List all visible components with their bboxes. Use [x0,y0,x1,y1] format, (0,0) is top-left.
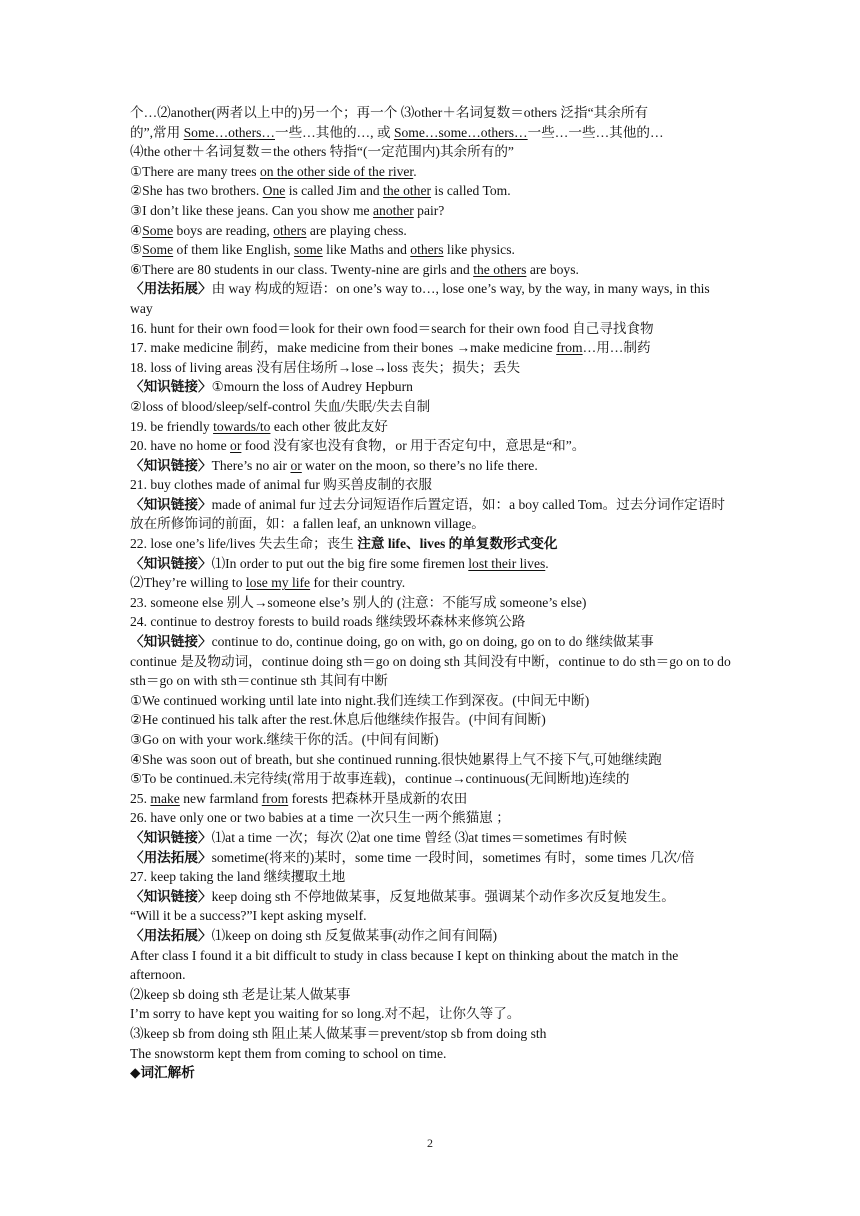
text-run: 24. continue to destroy forests to build roads 继续毁坏森林来修筑公路 [130,614,526,630]
text-line [130,1044,732,1064]
text-line [130,181,732,201]
text-line [130,319,732,339]
text-run: 19. be friendly [130,418,214,434]
text-line [130,534,732,554]
bold-text-run: 〈知识链接〉 [130,555,212,571]
text-run: made of animal fur 过去分词短语作后置定语，如：a boy called Tom。过去分词作定语时放在所修饰词的前面，如：a fallen leaf, an unknown village。 [130,496,725,532]
text-line [130,867,732,887]
text-run: of them like English, [173,242,294,258]
bold-text-run: 〈用法拓展〉 [130,927,212,943]
text-run: ⑵They’re willing to [130,575,246,591]
underlined-text-run: towards/to [213,418,271,434]
bold-text-run: 〈知识链接〉 [130,634,212,650]
text-line [130,828,732,848]
text-run: 的”,常用 [130,124,184,140]
text-run: keep doing sth 不停地做某事，反复地做某事。强调某个动作多次反复地发生。 [211,888,675,904]
page-number: 2 [427,1136,433,1150]
text-run: new farmland [179,790,262,806]
text-run: 17. make medicine 制药，make medicine from their bones →make medicine [130,340,557,356]
text-run: ⑵keep sb doing sth 老是让某人做某事 [130,986,351,1002]
text-line [130,1024,732,1044]
bold-text-run: 〈知识链接〉 [130,888,212,904]
text-run: is called Jim and [285,183,384,199]
text-line [130,162,732,182]
text-line [130,338,732,358]
text-line [130,750,732,770]
text-run: 26. have only one or two babies at a time 一次只生一两个熊猫崽 ； [130,810,510,826]
text-run: ⑴keep on doing sth 反复做某事(动作之间有间隔) [211,927,498,943]
text-run: . [413,163,417,179]
text-run: ③I don’t like these jeans. Can you show me [130,202,373,218]
text-line [130,789,732,809]
underlined-text-run: from [556,340,583,356]
underlined-text-run: the others [473,261,527,277]
text-line [130,730,732,750]
text-line [130,397,732,417]
text-line [130,279,732,318]
text-run: continue to do, continue doing, go on with, go on doing, go on to do 继续做某事 [211,634,654,650]
text-run: water on the moon, so there’s no life there. [301,457,538,473]
text-line [130,906,732,926]
underlined-text-run: One [262,183,286,199]
bold-text-run: 〈知识链接〉 [130,496,212,512]
text-run: ⑶keep sb from doing sth 阻止某人做某事＝prevent/stop sb from doing sth [130,1025,547,1041]
text-run: 一些…一些…其他的… [527,124,664,140]
text-line [130,946,732,985]
text-run: ④ [130,222,143,238]
text-run: continue 是及物动词，continue doing sth＝go on doing sth 其间没有中断，continue to do sth＝go on to do sth＝go on with sth＝continue sth 其间有中断 [130,653,731,689]
text-run: 由 way 构成的短语：on one’s way to…, lose one’s way, by the way, in many ways, in this way [130,281,710,316]
underlined-text-run: Some…others… [183,124,275,140]
text-line [130,358,732,378]
underlined-text-run: Some [142,242,174,258]
text-run: sometime(将来的)某时，some time 一段时间，sometimes 有时，some times 几次/倍 [211,849,695,865]
text-line [130,103,732,123]
underlined-text-run: Some [142,222,174,238]
text-run: ④She was soon out of breath, but she continued running.很快她累得上气不接下气,可她继续跑 [130,751,662,767]
text-line [130,123,732,143]
bold-text-run: 注意 life、lives 的单复数形式变化 [357,536,558,552]
text-run: is called Tom. [431,183,511,199]
text-run: ①There are many trees [130,163,260,179]
text-line [130,260,732,280]
text-run: 25. [130,790,151,806]
text-line [130,808,732,828]
text-run: for their country. [310,575,406,591]
text-run: ⑥There are 80 students in our class. Twenty-nine are girls and [130,261,474,277]
text-run: 21. buy clothes made of animal fur 购买兽皮制的衣服 [130,477,433,493]
underlined-text-run: others [273,222,307,238]
text-line [130,985,732,1005]
text-run: ①We continued working until late into night.我们连续工作到深夜。(中间无中断) [130,692,590,708]
text-run: ②He continued his talk after the rest.休息后他继续作报告。(中间有间断) [130,712,546,728]
text-run: ②She has two brothers. [130,183,263,199]
underlined-text-run: from [261,790,289,806]
text-run: 23. someone else 别人→someone else’s 别人的 (注意：不能写成 someone’s else) [130,594,587,610]
text-line [130,436,732,456]
text-run: ⑴In order to put out the big fire some firemen [211,555,469,571]
text-run: ②loss of blood/sleep/self-control 失血/失眠/失去自制 [130,398,431,414]
text-line [130,554,732,574]
text-run: …用…制药 [582,340,651,356]
text-line [130,848,732,868]
text-run: ⑤ [130,242,143,258]
underlined-text-run: some [293,242,323,258]
text-run: ③Go on with your work.继续干你的活。(中间有间断) [130,732,439,747]
text-run: like Maths and [322,242,411,258]
text-run: ⑴at a time 一次；每次 ⑵at one time 曾经 ⑶at times＝sometimes 有时候 [211,829,627,845]
text-run: I’m sorry to have kept you waiting for so long.对不起，让你久等了。 [130,1006,521,1022]
text-run: are playing chess. [306,222,407,238]
underlined-text-run: on the other side of the river [259,163,414,179]
text-line [130,417,732,437]
text-line [130,632,732,652]
text-line [130,495,732,534]
text-line [130,1063,732,1083]
underlined-text-run: or [290,457,302,473]
text-line [130,769,732,789]
text-run: food 没有家也没有食物，or 用于否定句中，意思是“和”。 [241,438,586,454]
text-run: forests 把森林开垦成新的农田 [288,790,468,806]
text-run: boys are reading, [173,222,274,238]
bold-text-run: 〈知识链接〉 [130,829,212,845]
document-body [130,103,732,1083]
text-line [130,240,732,260]
text-run: ⑤To be continued.未完待续(常用于故事连载)，continue→continuous(无间断地)连续的 [130,771,630,787]
text-run: . [545,555,549,571]
underlined-text-run: or [230,438,242,454]
underlined-text-run: lose my life [245,575,311,591]
text-line [130,377,732,397]
bold-text-run: 〈用法拓展〉 [130,849,212,865]
text-run: 一些…其他的…, 或 [275,124,394,140]
text-run: are boys. [526,261,579,277]
text-run: 18. loss of living areas 没有居住场所→lose→loss 丧失；损失；丢失 [130,359,521,375]
text-run: “Will it be a success?”I kept asking myself. [130,908,367,924]
text-line [130,593,732,613]
text-run: After class I found it a bit difficult to study in class because I kept on thinking about the match in the afternoon. [130,947,679,983]
text-run: pair? [413,202,445,218]
text-line [130,573,732,593]
text-line [130,887,732,907]
text-run: 16. hunt for their own food＝look for their own food＝search for their own food 自己寻找食物 [130,320,654,336]
underlined-text-run: the other [383,183,432,199]
text-line [130,456,732,476]
bold-text-run: 〈知识链接〉 [130,379,212,395]
text-line [130,926,732,946]
underlined-text-run: another [373,202,414,218]
text-line [130,652,732,691]
text-run: There’s no air [211,457,291,473]
bold-text-run: ◆词汇解析 [130,1065,195,1081]
underlined-text-run: lost their lives [468,555,546,571]
text-line [130,201,732,221]
text-run: The snowstorm kept them from coming to school on time. [130,1045,447,1061]
text-line [130,142,732,162]
text-run: 27. keep taking the land 继续攫取土地 [130,869,346,885]
bold-text-run: 〈知识链接〉 [130,457,212,473]
text-run: ⑷the other＋名词复数＝the others 特指“(一定范围内)其余所有的” [130,144,514,160]
text-run: each other 彼此友好 [270,418,388,434]
text-line [130,612,732,632]
text-run: 20. have no home [130,438,231,454]
text-run: like physics. [443,242,515,258]
text-line [130,710,732,730]
underlined-text-run: Some…some…others… [393,124,528,140]
text-line [130,1004,732,1024]
bold-text-run: 〈用法拓展〉 [130,281,212,297]
underlined-text-run: others [410,242,444,258]
text-run: ①mourn the loss of Audrey Hepburn [211,379,413,395]
text-line [130,691,732,711]
underlined-text-run: make [150,790,180,806]
text-line [130,475,732,495]
text-run: 22. lose one’s life/lives 失去生命；丧生 [130,536,358,552]
text-line [130,221,732,241]
text-run: 个…⑵another(两者以上中的)另一个；再一个 ⑶other＋名词复数＝others 泛指“其余所有 [130,105,649,120]
